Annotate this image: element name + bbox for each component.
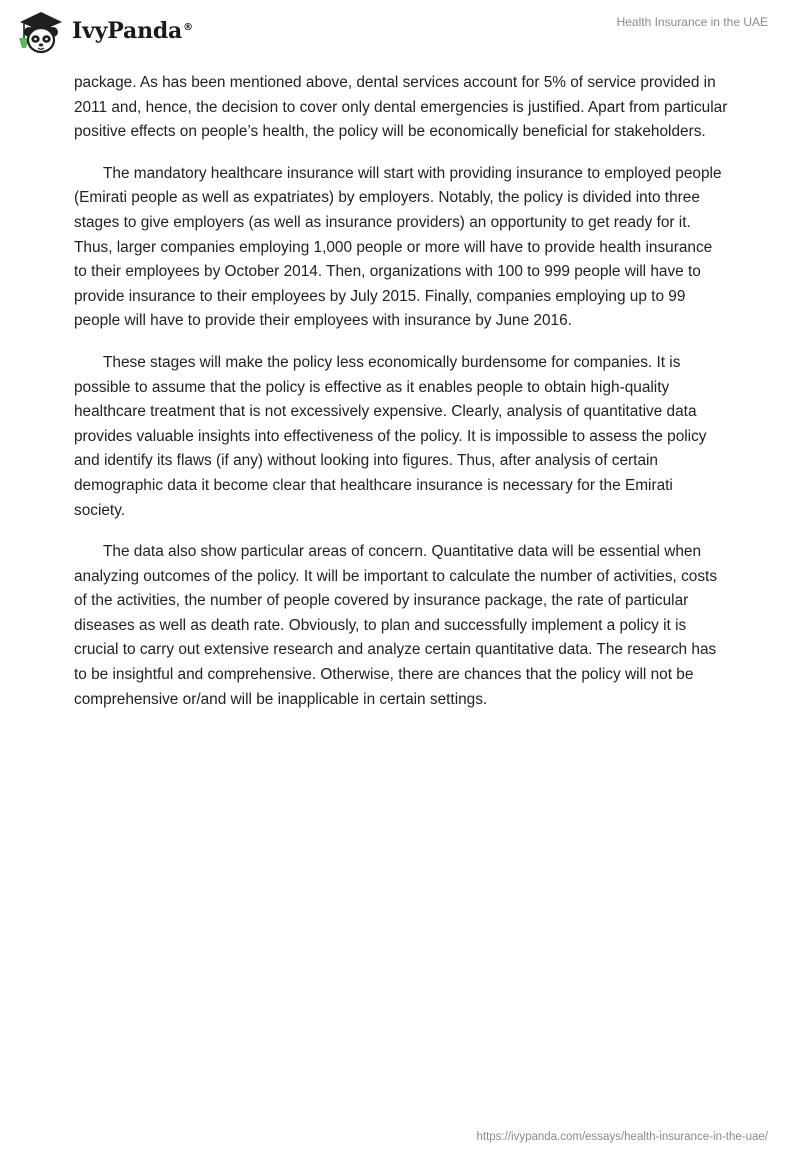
essay-body xyxy=(74,71,728,729)
page-header xyxy=(0,0,800,70)
document-title: Health Insurance in the UAE xyxy=(616,15,768,29)
panda-graduate-icon xyxy=(14,8,66,54)
paragraph-2: The mandatory healthcare insurance will start with providing insurance to employed people (Emirati people as well as expatriates) by employers. Notably, the policy is divided into three stages to give employers (as well as insurance providers) an opportunity to get ready for it. Thus, larger companies employing 1,000 people or more will have to provide health insurance to their employees by October 2014. Then, organizations with 100 to 999 people will have to provide insurance to their employees by July 2015. Finally, companies employing up to 99 people will have to provide their employees with insurance by June 2016. xyxy=(74,164,722,330)
paragraph-4: The data also show particular areas of concern. Quantitative data will be essential when analyzing outcomes of the policy. It will be important to calculate the number of activities, costs of the activities, the number of people covered by insurance package, the rate of particular diseases as well as death rate. Obviously, to plan and successfully implement a policy it is crucial to carry out extensive research and analyze certain quantitative data. The research has to be insightful and comprehensive. Otherwise, there are chances that the policy will not be comprehensive or/and will be inapplicable in certain settings. xyxy=(74,543,718,708)
source-url-link[interactable]: https://ivypanda.com/essays/health-insurance-in-the-uae/ xyxy=(476,1131,768,1143)
brand-name: IvyPanda® xyxy=(72,18,193,44)
paragraph-1: package. As has been mentioned above, dental services account for 5% of service provided in 2011 and, hence, the decision to cover only dental emergencies is justified. Apart from particular positive effects on people’s health, the policy will be economically beneficial for stakeholders. xyxy=(74,74,728,141)
registered-mark: ® xyxy=(183,21,193,33)
ivypanda-logo[interactable] xyxy=(14,8,193,54)
paragraph-3: These stages will make the policy less economically burdensome for companies. It is possible to assume that the policy is effective as it enables people to obtain high-quality healthcare treatment that is not excessively expensive. Clearly, analysis of quantitative data provides valuable insights into effectiveness of the policy. It is impossible to assess the policy and identify its flaws (if any) without looking into figures. Thus, after analysis of certain demographic data it become clear that healthcare insurance is necessary for the Emirati society. xyxy=(74,353,707,519)
